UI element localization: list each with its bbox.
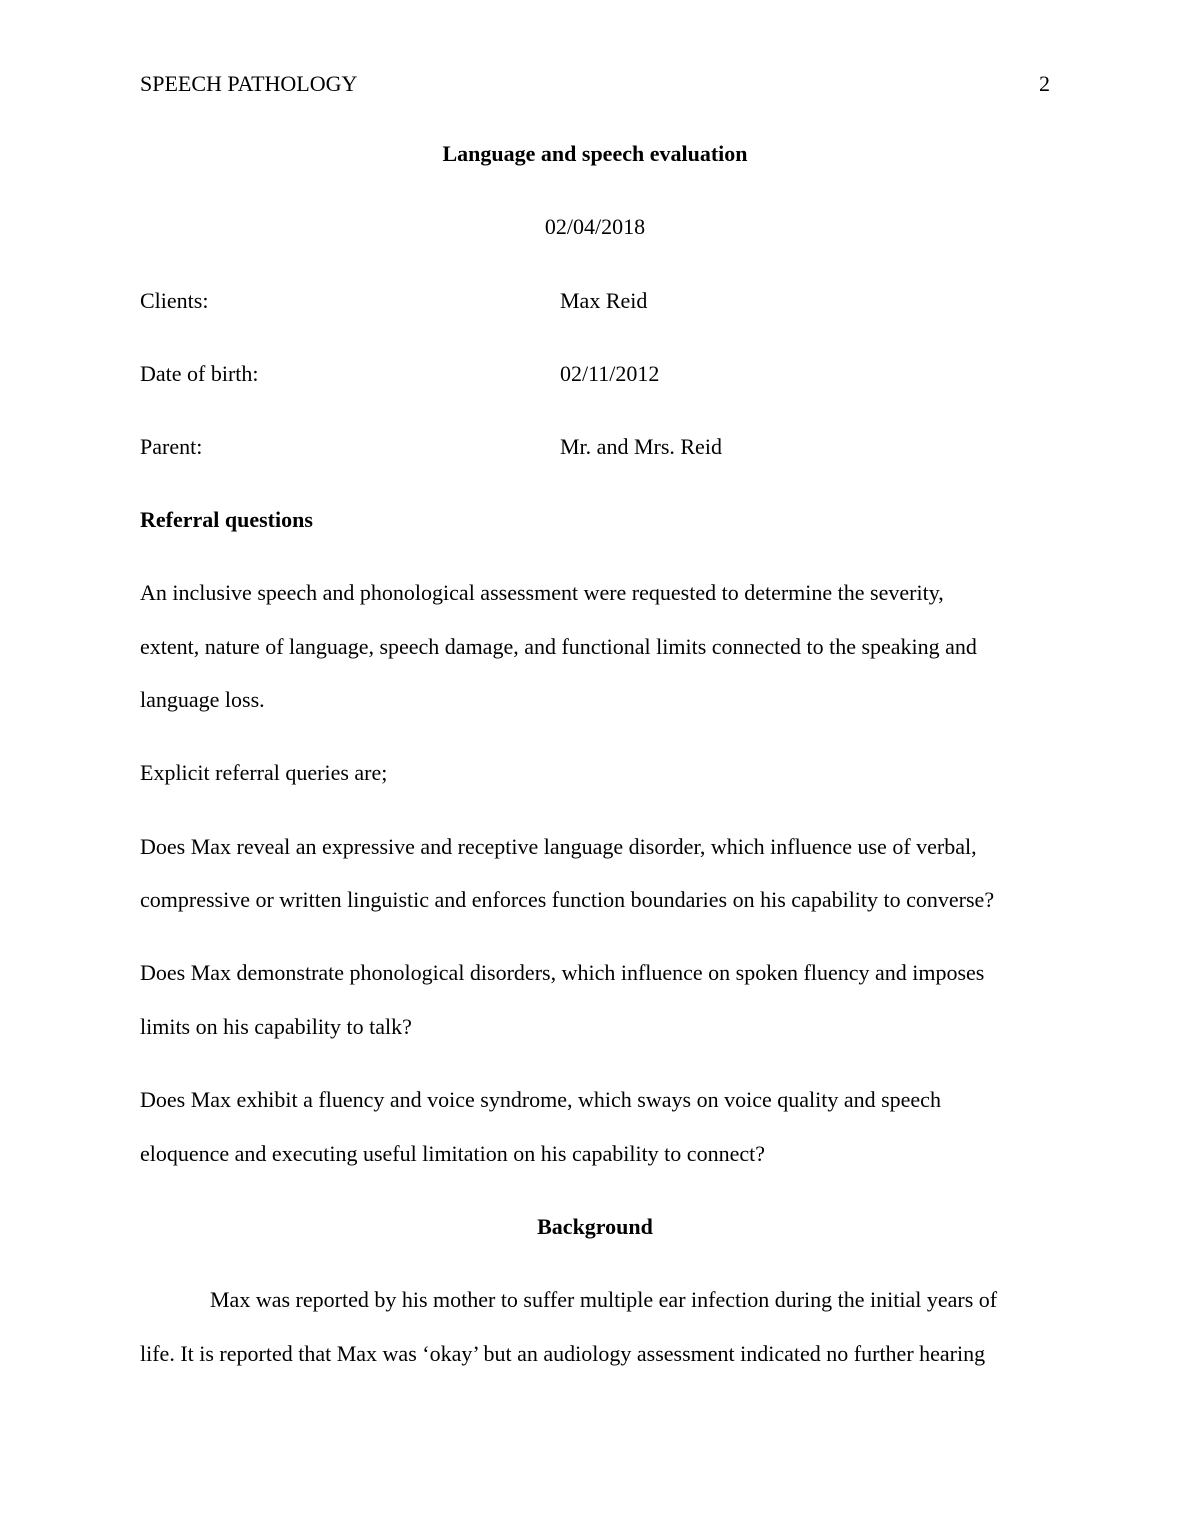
running-head: SPEECH PATHOLOGY: [140, 71, 358, 96]
background-heading: Background: [537, 1214, 653, 1239]
parent-label: Parent:: [140, 434, 203, 459]
referral-paragraph-line: An inclusive speech and phonological assessment were requested to determine the severity,: [140, 580, 944, 605]
referral-intro: Explicit referral queries are;: [140, 760, 388, 785]
referral-paragraph-line: language loss.: [140, 687, 265, 712]
referral-question-3-line: Does Max exhibit a fluency and voice syndrome, which sways on voice quality and speech: [140, 1087, 941, 1112]
page-number: 2: [1039, 71, 1050, 96]
referral-question-2-line: limits on his capability to talk?: [140, 1014, 412, 1039]
background-paragraph-line: life. It is reported that Max was ‘okay’ but an audiology assessment indicated no further hearing: [140, 1341, 986, 1366]
background-paragraph-line: Max was reported by his mother to suffer multiple ear infection during the initial years of: [210, 1287, 998, 1312]
document-title: Language and speech evaluation: [442, 141, 748, 166]
dob-label: Date of birth:: [140, 361, 259, 386]
referral-heading: Referral questions: [140, 507, 313, 532]
referral-question-1-line: Does Max reveal an expressive and receptive language disorder, which influence use of verbal,: [140, 834, 977, 859]
parent-value: Mr. and Mrs. Reid: [560, 434, 722, 459]
client-label: Clients:: [140, 288, 209, 313]
document-date: 02/04/2018: [544, 214, 646, 239]
client-value: Max Reid: [560, 288, 648, 313]
referral-question-3-line: eloquence and executing useful limitation on his capability to connect?: [140, 1141, 765, 1166]
referral-paragraph-line: extent, nature of language, speech damage, and functional limits connected to the speaking and: [140, 634, 977, 659]
referral-question-1-line: compressive or written linguistic and enforces function boundaries on his capability to converse?: [140, 887, 995, 912]
dob-value: 02/11/2012: [560, 361, 660, 386]
referral-question-2-line: Does Max demonstrate phonological disorders, which influence on spoken fluency and imposes: [140, 960, 985, 985]
